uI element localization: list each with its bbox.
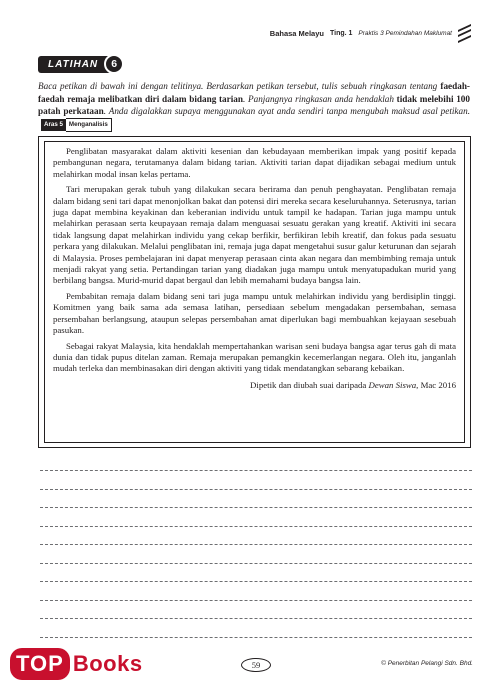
answer-line[interactable] [40, 507, 472, 508]
instructions-text-2: . Panjangnya ringkasan anda hendaklah [243, 93, 397, 104]
logo-books: Books [72, 651, 143, 676]
topbooks-logo [10, 648, 143, 680]
source-title: Dewan Siswa [368, 379, 417, 390]
passage-paragraph-2: Tari merupakan gerak tubuh yang dilakukan secara berirama dan penuh penghayatan. Penglibatan remaja dalam bidang seni tari dapat menonjolkan bakat dan potensi diri mereka secara keseluruhannya. Seterusnya, tarian juga dapat membina keyakinan dan keberanian individu untuk tampil ke hadapan. Tarian juga mampu untuk melahirkan perasaan serta keupayaan remaja dalam menguasai sesuatu gerakan yang kreatif. Aktiviti ini secara tidak langsung dapat melahirkan individu yang cekap berfikir, berfikiran lebih kreatif, dan fokus pada sesuatu perkara yang dilakukan. Melalui penglibatan ini, remaja juga dapat mengetahui susur galur keturunan dan sejarah di Malaysia. Proses pembelajaran ini dapat menyerap perasaan cinta akan negara dan membimbing remaja untuk menjadi rakyat yang setia. Pertandingan tarian yang diadakan juga mampu untuk menyatupadukan murid yang berbilang bangsa. Murid-murid dapat bergaul dan lebih memahami budaya bangsa lain. [53, 184, 456, 286]
level-tag: Aras 5 [41, 119, 66, 132]
passage-paragraph-3: Pembabitan remaja dalam bidang seni tari juga mampu untuk melahirkan individu yang berdisiplin tinggi. Komitmen yang baik sama ada semasa latihan, persediaan sebelum mengadakan persembahan, semasa persembahan berlangsung, ataupun selepas persembahan amat diperlukan bagi membuahkan kejayaan sesebuah pasukan. [53, 290, 456, 336]
instructions-text-1: Baca petikan di bawah ini dengan telitinya. Berdasarkan petikan tersebut, tulis sebuah ringkasan tentang [38, 81, 441, 91]
answer-line[interactable] [40, 489, 472, 490]
exercise-number: 6 [104, 54, 124, 74]
answer-line[interactable] [40, 600, 472, 601]
level-text: Menganalisis [66, 118, 112, 133]
logo-top: TOP [10, 648, 70, 680]
exercise-badge [38, 54, 124, 74]
answer-line[interactable] [40, 637, 472, 638]
passage-frame [38, 136, 471, 448]
page-number: 59 [241, 658, 271, 672]
topic-label: Praktis 3 Pemindahan Maklumat [358, 29, 452, 37]
answer-line[interactable] [40, 470, 472, 471]
answer-lines[interactable] [40, 470, 472, 655]
source-date: , Mac 2016 [416, 379, 456, 390]
form-label: Ting. 1 [329, 29, 353, 37]
instructions-bold-2: tidak melebihi 100 patah perkataan [38, 93, 470, 117]
answer-line[interactable] [40, 563, 472, 564]
passage-source [53, 380, 456, 391]
passage-paragraph-4: Sebagai rakyat Malaysia, kita hendaklah mempertahankan warisan seni budaya bangsa agar terus gah di mata dunia dan tidak pupus ditelan zaman. Remaja merupakan pemangkin kecemerlangan negara. Oleh itu, janganlah mudah terleka dan membinasakan diri dengan aktiviti yang tidak mendatangkan sebarang kebaikan. [53, 340, 456, 374]
level-badge [41, 118, 112, 133]
instructions-bold-1: faedah-faedah remaja melibatkan diri dalam bidang tarian [38, 81, 470, 104]
answer-line[interactable] [40, 581, 472, 582]
subject-label: Bahasa Melayu [269, 28, 324, 38]
answer-line[interactable] [40, 618, 472, 619]
passage-paragraph-1: Penglibatan masyarakat dalam aktiviti kesenian dan kebudayaan memberikan impak yang positif kepada pembangunan negara, terutamanya dalam bidang tarian. Aktiviti tarian dapat dijadikan sebagai medium untuk melahirkan modal insan kelas pertama. [53, 146, 456, 179]
instructions-text-3: . Anda digalakkan supaya menggunakan ayat anda sendiri tanpa mengubah maksud asal petikan. [103, 106, 470, 117]
exercise-label: LATIHAN [38, 56, 114, 73]
passage [44, 141, 465, 443]
answer-line[interactable] [40, 544, 472, 545]
page-header [270, 26, 471, 40]
instructions [38, 80, 470, 132]
answer-line[interactable] [40, 526, 472, 527]
source-prefix: Dipetik dan diubah suai daripada [250, 379, 369, 390]
copyright: © Penerbitan Pelangi Sdn. Bhd. [381, 660, 473, 667]
stripes-icon [458, 27, 471, 40]
